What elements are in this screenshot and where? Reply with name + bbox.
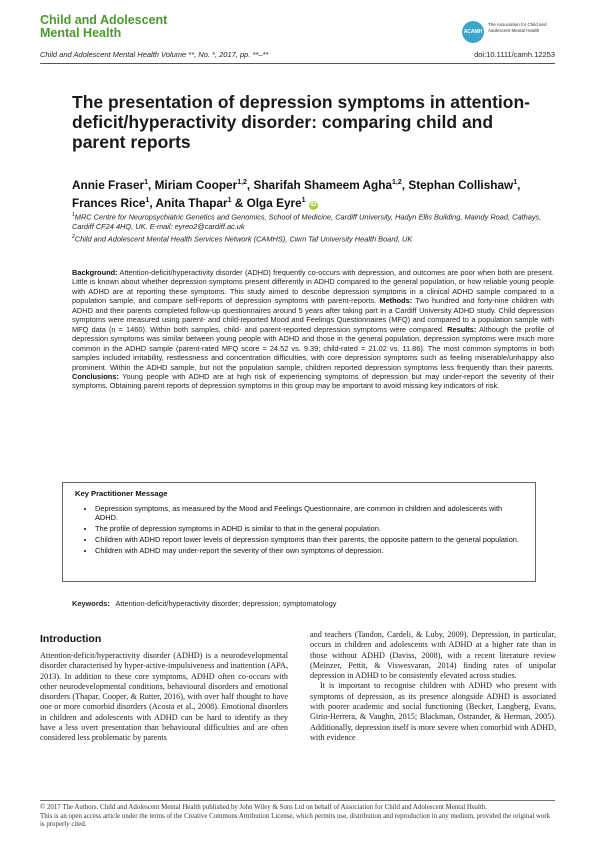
footer-divider <box>40 800 555 801</box>
intro-right-column <box>310 630 556 743</box>
affiliations <box>72 210 552 245</box>
keywords <box>72 599 336 608</box>
intro-paragraph: and teachers (Tandon, Cardeli, & Luby, 2009). Depression, in particular, occurs in children and adolescents with ADHD at a higher rate than in those without ADHD (Daviss, 2008), with a recent literature review (Meinzer, Pettit, & Viswesvaran, 2014) finding rates of unipolar depression in ADHD to be consistently elevated across studies. <box>310 630 556 681</box>
author-name[interactable]: Sharifah Shameem Agha <box>253 177 393 192</box>
kpm-item: • Children with ADHD report lower levels of depression symptoms than their parents, the opposite pattern to the general population. <box>95 535 525 544</box>
introduction-heading: Introduction <box>40 633 102 645</box>
author-affiliation-marker: 1 <box>301 196 306 204</box>
acamh-logo[interactable] <box>462 20 562 46</box>
author-affiliation-marker: 1 <box>145 196 150 204</box>
author-name[interactable]: Olga Eyre <box>246 195 302 210</box>
footer-copyright: © 2017 The Authors. Child and Adolescent Mental Health published by John Wiley & Sons Ltd on behalf of Association for Child and Adolescent Mental Health. <box>40 804 487 811</box>
keywords-label: Keywords: <box>72 599 110 608</box>
author-name[interactable]: Annie Fraser <box>72 177 145 192</box>
abstract-results: Although the profile of depression symptoms was similar between young people with ADHD and those in the general population, depression symptoms were much more common in the ADHD sample (parent-rated MFQ score = 24.52 vs. 9.39; child-rated = 21.02 vs. 11.86). The most common symptoms in both samples included irritability, restlessness and concentration difficulties, with core depression symptoms such as feeling miserable/unhappy also prominent. Within the ADHD sample, but not the population sample, children reported depression symptoms less frequently than their parents. <box>72 324 555 372</box>
abstract-conclusions: Young people with ADHD are at high risk of experiencing symptoms of depression but may under-report the severity of their symptoms. Obtaining parent reports of depression symptoms in this group may be important to avoid missing key indicators of risk. <box>72 371 555 391</box>
author-affiliation-marker: 1,2 <box>392 179 402 186</box>
affiliation-item <box>72 210 552 232</box>
header-divider <box>40 63 555 64</box>
kpm-item: • Children with ADHD may under-report the severity of their own symptoms of depression. <box>95 546 525 555</box>
affiliation-number: 2 <box>72 234 75 241</box>
author-affiliation-marker: 1,2 <box>237 179 247 186</box>
author-name[interactable]: Miriam Cooper <box>154 177 238 192</box>
intro-paragraph: It is important to recognise children with ADHD who present with symptoms of depression, as its presence alongside ADHD is associated with poorer academic and social functioning (Becker, Langberg, Evans, Girio-Herrera, & Vaughn, 2015; Blackman, Ostrander, & Herman, 2005). Additionally, depression itself is more severe when comorbid with ADHD, with evidence <box>310 681 556 742</box>
author-name[interactable]: Anita Thapar <box>155 195 228 210</box>
abstract-background: Attention-deficit/hyperactivity disorder (ADHD) frequently co-occurs with depression, and outcomes are poor when both are present. Little is known about whether depression symptoms present differently in ADHD compared to the general population, or how reliable young people with ADHD are at reporting these symptoms. This study aimed to describe depression symptoms in a clinical ADHD sample compared to a population sample, and compare self-reports of depression symptoms with parent-reports. <box>72 268 554 306</box>
acamh-logo-text: The Association for Child and Adolescent Mental Health <box>488 22 547 33</box>
journal-citation: Child and Adolescent Mental Health Volume **, No. *, 2017, pp. **–** <box>40 50 269 59</box>
author-name[interactable]: Stephan Collishaw <box>408 177 514 192</box>
keywords-text: Attention-deficit/hyperactivity disorder; depression; symptomatology <box>115 599 337 608</box>
journal-name-line2: Mental Health <box>40 26 122 40</box>
abstract <box>72 268 554 391</box>
author-list: Annie Fraser$^1$, Miriam Cooper$^{1,2}$, Sharifah Shameem Agha$^{1,2}$, Stephan Collishaw$^1$, Frances Rice$^1$, Anita Thapar$^1$ & Olga Eyre$^1$ iD <box>72 177 521 210</box>
kpm-item: • Depression symptoms, as measured by the Mood and Feelings Questionnaire, are common in children and adolescents with ADHD. <box>95 504 525 523</box>
acamh-logo-circle: ACAMH <box>462 21 484 43</box>
kpm-list <box>73 504 525 556</box>
journal-name-line1: Child and Adolescent <box>40 13 168 27</box>
abstract-results-label: Results: <box>447 324 477 334</box>
affiliation-text: Child and Adolescent Mental Health Services Network (CAMHS), Cwm Taf University Health Board, UK <box>74 234 413 244</box>
kpm-title: Key Practitioner Message <box>75 489 168 498</box>
abstract-methods: Two hundred and forty-nine children with ADHD and their parents completed follow-up questionnaires around 5 years after taking part in a Cardiff University ADHD study. Child depression symptoms were measured using parent- and child-reported Mood and Feelings Questionnaires (MFQ) and compared to a population sample with MFQ data (n = 1460). Within both samples, child- and parent-reported depression symptoms were compared. <box>72 296 555 334</box>
affiliation-number: 1 <box>72 212 75 218</box>
abstract-background-label: Background: <box>72 268 118 277</box>
key-practitioner-message-box <box>62 482 536 582</box>
author-affiliation-marker: 1 <box>513 179 518 186</box>
author-name[interactable]: Frances Rice <box>72 195 146 210</box>
doi-link[interactable]: doi:10.1111/camh.12253 <box>474 50 555 59</box>
author-affiliation-marker: 1 <box>227 196 232 204</box>
footer-license: This is an open access article under the terms of the Creative Commons Attribution License, which permits use, distribution and reproduction in any medium, provided the original work is properly cited. <box>40 812 551 829</box>
kpm-item: • The profile of depression symptoms in ADHD is similar to that in the general population. <box>95 524 525 533</box>
intro-left-column: Attention-deficit/hyperactivity disorder (ADHD) is a neurodevelopmental disorder characterised by hyper-active-impulsiveness and inattention (APA, 2013). In addition to these core symptoms, ADHD often co-occurs with other neurodevelopmental conditions, behavioural disorders and emotional disorders (Thapar, Cooper, & Rutter, 2016), with over half thought to have one or more comorbid disorders (Acosta et al., 2008). Emotional disorders in children and adolescents with ADHD can be hard to identify as they have a less overt presentation than behavioural difficulties and are often considered less problematic by parents <box>40 651 288 743</box>
orcid-icon[interactable]: iD <box>310 201 317 208</box>
article-title: The presentation of depression symptoms in attention-deficit/hyperactivity disorder: comparing child and parent reports <box>72 92 530 152</box>
affiliation-text: MRC Centre for Neuropsychiatric Genetics and Genomics, School of Medicine, Cardiff University, Hadyn Ellis Building, Maindy Road, Cathays, Cardiff CF24 4HQ, UK. E-mail: eyreo2@cardiff.ac.uk <box>72 212 542 232</box>
footer <box>40 804 555 830</box>
abstract-conclusions-label: Conclusions: <box>72 371 119 381</box>
journal-name <box>40 14 167 40</box>
affiliation-item <box>72 232 552 244</box>
abstract-methods-label: Methods: <box>379 296 413 306</box>
author-affiliation-marker: 1 <box>144 179 149 186</box>
